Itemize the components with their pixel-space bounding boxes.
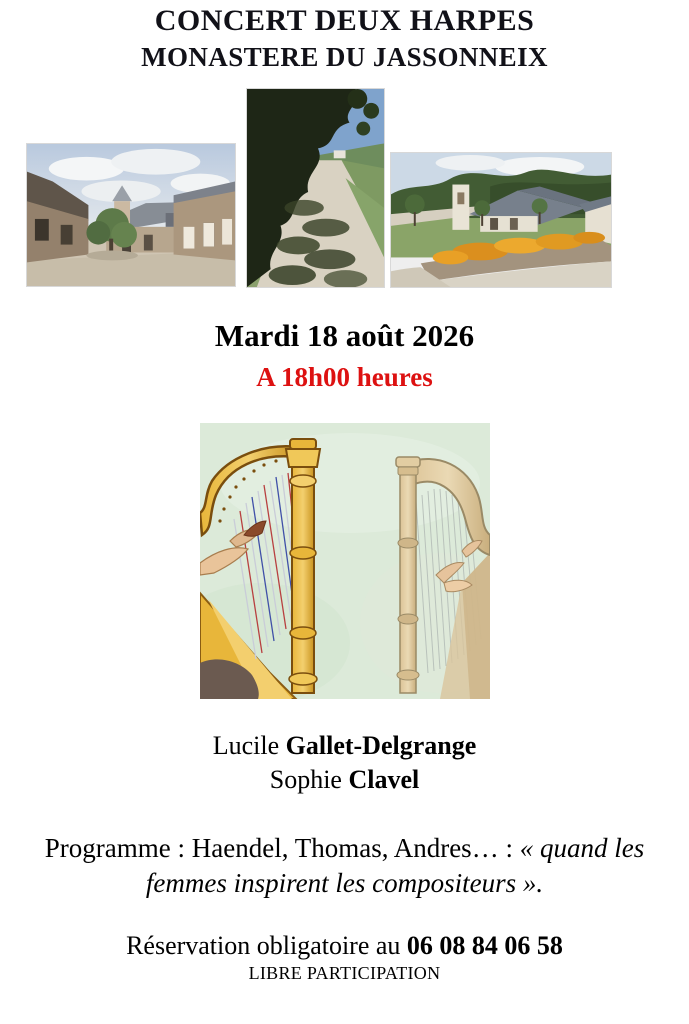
performer-1-last: Gallet-Delgrange bbox=[285, 731, 477, 760]
two-harps-illustration bbox=[200, 423, 490, 699]
tree-shaded-lane-photo bbox=[246, 88, 385, 288]
concert-date: Mardi 18 août 2026 bbox=[214, 318, 475, 353]
reservation-phone: 06 08 84 06 58 bbox=[406, 931, 563, 960]
free-participation-note: LIBRE PARTICIPATION bbox=[248, 963, 441, 983]
performer-names bbox=[0, 729, 689, 797]
two-harps-watercolor-image bbox=[200, 423, 490, 699]
monastery-building-photo bbox=[390, 152, 612, 288]
programme-quote: « quand les femmes inspirent les compositeurs ». bbox=[145, 833, 645, 898]
performer-2-last: Clavel bbox=[348, 765, 420, 794]
programme-text bbox=[22, 831, 667, 901]
performer-1 bbox=[0, 729, 689, 763]
tree-shaded-lane-image bbox=[247, 89, 384, 287]
performer-2 bbox=[0, 763, 689, 797]
performer-1-first: Lucile bbox=[212, 731, 286, 760]
monastery-building-image bbox=[391, 153, 611, 287]
performer-2-first: Sophie bbox=[269, 765, 349, 794]
poster-title-line2: MONASTERE DU JASSONNEIX bbox=[141, 42, 548, 72]
farm-courtyard-image bbox=[27, 144, 235, 286]
poster-title-line1: CONCERT DEUX HARPES bbox=[154, 4, 535, 37]
farm-courtyard-photo bbox=[26, 143, 236, 287]
reservation-lead: Réservation obligatoire au bbox=[126, 931, 407, 960]
reservation-text bbox=[0, 931, 689, 961]
concert-time: A 18h00 heures bbox=[256, 362, 433, 392]
programme-lead: Programme : Haendel, Thomas, Andres… : bbox=[44, 833, 520, 863]
